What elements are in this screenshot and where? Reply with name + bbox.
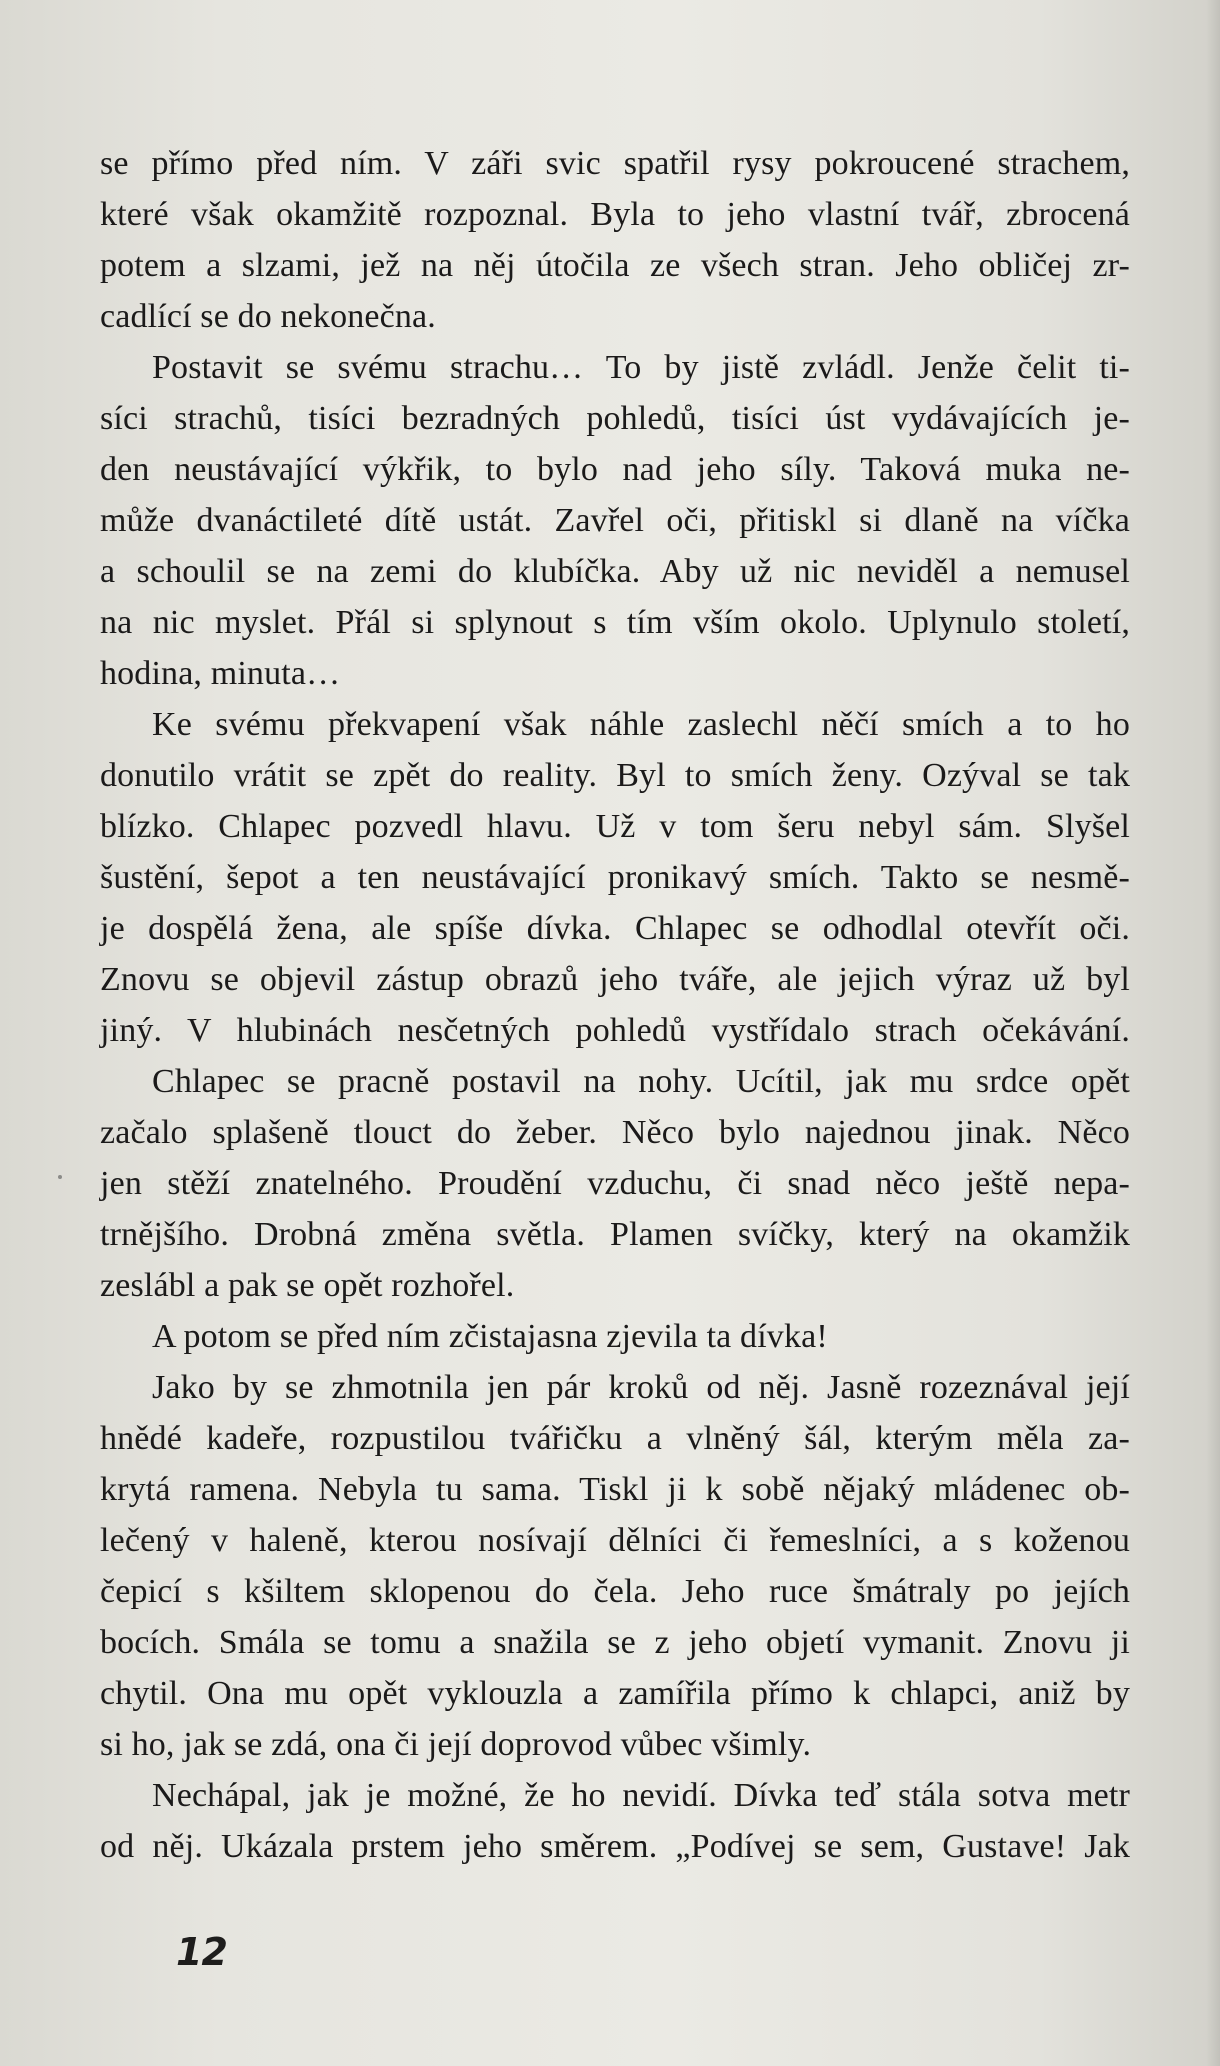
text-line: které však okamžitě rozpoznal. Byla to jeho vlastní tvář, zbrocená — [100, 196, 1130, 233]
text-line: bocích. Smála se tomu a snažila se z jeho objetí vymanit. Znovu ji — [100, 1624, 1130, 1661]
text-line: síci strachů, tisíci bezradných pohledů, tisíci úst vydávajících je- — [100, 400, 1130, 437]
text-line: začalo splašeně tlouct do žeber. Něco bylo najednou jinak. Něco — [100, 1114, 1130, 1151]
text-line: hodina, minuta… — [100, 655, 341, 692]
text-line: trnějšího. Drobná změna světla. Plamen svíčky, který na okamžik — [100, 1216, 1130, 1253]
text-line: cadlící se do nekonečna. — [100, 298, 436, 335]
text-line: šustění, šepot a ten neustávající pronikavý smích. Takto se nesmě- — [100, 859, 1130, 896]
text-line: potem a slzami, jež na něj útočila ze všech stran. Jeho obličej zr- — [100, 247, 1130, 284]
body-text — [100, 138, 1130, 1872]
text-line: chytil. Ona mu opět vyklouzla a zamířila přímo k chlapci, aniž by — [100, 1675, 1130, 1712]
paragraph-first-line: Postavit se svému strachu… To by jistě zvládl. Jenže čelit ti- — [152, 349, 1130, 386]
text-line: jiný. V hlubinách nesčetných pohledů vystřídalo strach očekávání. — [100, 1012, 1130, 1049]
text-line: Znovu se objevil zástup obrazů jeho tváře, ale jejich výraz už byl — [100, 961, 1130, 998]
page-number: 12 — [176, 1930, 227, 1974]
text-line: hnědé kadeře, rozpustilou tvářičku a vlněný šál, kterým měla za- — [100, 1420, 1130, 1457]
paragraph-first-line: Ke svému překvapení však náhle zaslechl něčí smích a to ho — [152, 706, 1130, 743]
text-line: blízko. Chlapec pozvedl hlavu. Už v tom šeru nebyl sám. Slyšel — [100, 808, 1130, 845]
paragraph-first-line: Jako by se zhmotnila jen pár kroků od něj. Jasně rozeznával její — [152, 1369, 1130, 1406]
text-line: jen stěží znatelného. Proudění vzduchu, či snad něco ještě nepa- — [100, 1165, 1130, 1202]
margin-speck — [58, 1175, 62, 1179]
text-line: se přímo před ním. V záři svic spatřil rysy pokroucené strachem, — [100, 145, 1130, 182]
text-line: od něj. Ukázala prstem jeho směrem. „Podívej se sem, Gustave! Jak — [100, 1828, 1130, 1865]
text-line: lečený v haleně, kterou nosívají dělníci či řemeslníci, a s koženou — [100, 1522, 1130, 1559]
text-line: zeslábl a pak se opět rozhořel. — [100, 1267, 515, 1304]
text-line: donutilo vrátit se zpět do reality. Byl to smích ženy. Ozýval se tak — [100, 757, 1130, 794]
text-line: den neustávající výkřik, to bylo nad jeho síly. Taková muka ne- — [100, 451, 1130, 488]
text-line: je dospělá žena, ale spíše dívka. Chlapec se odhodlal otevřít oči. — [100, 910, 1130, 947]
paragraph-first-line: Chlapec se pracně postavil na nohy. Ucítil, jak mu srdce opět — [152, 1063, 1130, 1100]
text-line: může dvanáctileté dítě ustát. Zavřel oči, přitiskl si dlaně na víčka — [100, 502, 1130, 539]
text-line: na nic myslet. Přál si splynout s tím vším okolo. Uplynulo století, — [100, 604, 1130, 641]
text-line: a schoulil se na zemi do klubíčka. Aby už nic neviděl a nemusel — [100, 553, 1130, 590]
paragraph-first-line: Nechápal, jak je možné, že ho nevidí. Dívka teď stála sotva metr — [152, 1777, 1130, 1814]
text-line: čepicí s kšiltem sklopenou do čela. Jeho ruce šmátraly po jejích — [100, 1573, 1130, 1610]
text-line: krytá ramena. Nebyla tu sama. Tiskl ji k sobě nějaký mládenec ob- — [100, 1471, 1130, 1508]
text-line: si ho, jak se zdá, ona či její doprovod vůbec všimly. — [100, 1726, 812, 1763]
paragraph-first-line: A potom se před ním zčistajasna zjevila ta dívka! — [152, 1318, 828, 1355]
